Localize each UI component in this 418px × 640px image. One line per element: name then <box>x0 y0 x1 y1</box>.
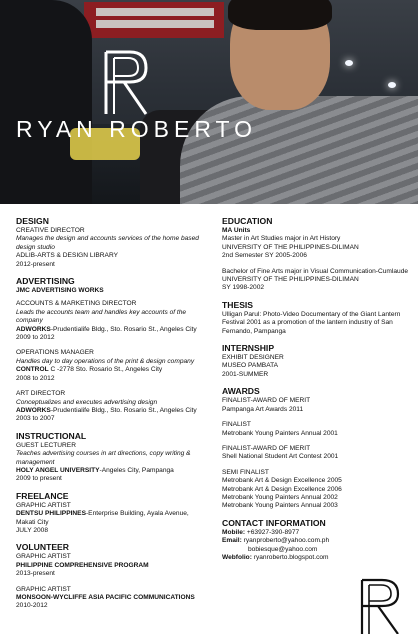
job-dates: 2010-2012 <box>16 602 48 610</box>
award-detail: Metrobank Art & Design Excellence 2005 <box>222 477 342 485</box>
section-instructional <box>16 431 204 484</box>
job-org: MUSEO PAMBATA <box>222 362 279 370</box>
contact-email[interactable]: Email: ryanproberto@yahoo.com.ph <box>222 537 330 545</box>
job-entry <box>16 390 204 424</box>
section-volunteer <box>16 542 204 610</box>
resume-name: RYAN ROBERTO <box>16 116 258 142</box>
job-dates: 2003 to 2007 <box>16 415 55 423</box>
job-org: HOLY ANGEL UNIVERSITY-Angeles City, Pampanga <box>16 466 174 474</box>
job-dates: 2001-SUMMER <box>222 370 269 378</box>
striped-shirt <box>180 96 418 204</box>
job-org: DENTSU PHILIPPINES-Enterprise Building, Ayala Avenue, Makati City <box>16 510 189 526</box>
section-freelance <box>16 491 204 536</box>
job-org: ADWORKS-Prudentialife Bldg., Sto. Rosario St., Angeles City <box>16 325 197 333</box>
right-column <box>222 216 410 562</box>
job-role: ART DIRECTOR <box>16 390 66 398</box>
ceiling-light <box>388 82 396 88</box>
job-description: Manages the design and accounts services of the home based design studio <box>16 235 199 251</box>
award-title: FINALIST <box>222 421 251 429</box>
school-dates: 2nd Semester SY 2005-2006 <box>222 252 307 260</box>
job-entry <box>16 300 204 342</box>
background-person <box>0 0 92 204</box>
section-heading: FREELANCE <box>16 490 69 501</box>
job-org: ADLIB-ARTS & DESIGN LIBRARY <box>16 252 118 260</box>
company-name: JMC ADVERTISING WORKS <box>16 287 104 295</box>
award-detail: Pampanga Art Awards 2011 <box>222 405 304 413</box>
job-role: GRAPHIC ARTIST <box>16 501 71 509</box>
degree-title: MA Units <box>222 227 251 234</box>
degree-title: Bachelor of Fine Arts major in Visual Communication-Cumlaude <box>222 267 409 275</box>
job-description: Leads the accounts team and handles key accounts of the company <box>16 308 187 325</box>
section-heading: INSTRUCTIONAL <box>16 430 87 441</box>
award-title: FINALIST-AWARD OF MERIT <box>222 397 311 405</box>
rr-monogram-logo-footer <box>358 578 404 634</box>
section-heading: THESIS <box>222 299 254 310</box>
header-photo <box>0 0 418 204</box>
job-dates: 2012-present <box>16 260 55 268</box>
job-dates: 2009 to 2012 <box>16 334 55 342</box>
job-entry <box>16 349 204 383</box>
contact-email-secondary[interactable]: bobiesque@yahoo.com <box>248 545 318 553</box>
section-heading: EDUCATION <box>222 216 273 226</box>
job-org: PHILIPPINE COMPREHENSIVE PROGRAM <box>16 561 149 569</box>
award-title: FINALIST-AWARD OF MERIT <box>222 444 311 452</box>
section-heading: ADVERTISING <box>16 276 75 287</box>
award-detail: Metrobank Young Painters Annual 2002 <box>222 493 338 501</box>
job-description: Conceptualizes and executes advertising design <box>16 398 158 406</box>
section-thesis <box>222 300 410 336</box>
section-internship <box>222 343 410 379</box>
job-description: Handles day to day operations of the print & design company <box>16 357 195 365</box>
section-heading: DESIGN <box>16 216 49 226</box>
job-dates: 2013-present <box>16 570 55 578</box>
portrait-hair <box>228 0 332 30</box>
job-dates: JULY 2008 <box>16 526 49 534</box>
school-name: UNIVERSITY OF THE PHILIPPINES-DILIMAN <box>222 276 359 284</box>
section-heading: INTERNSHIP <box>222 343 275 354</box>
contact-webfolio[interactable]: Webfolio: ryanroberto.blogspot.com <box>222 553 329 561</box>
thesis-text: Ulligan Parul: Photo-Video Documentary of the Giant Lantern Festival 2001 as a promotion of the lantern industry of San Fernando, Pampanga <box>222 310 401 335</box>
contact-mobile: Mobile: +63927-390-8977 <box>222 528 300 536</box>
sign-stripe <box>96 8 214 16</box>
job-role: OPERATIONS MANAGER <box>16 349 94 357</box>
sign-stripe <box>96 20 214 28</box>
award-detail: Metrobank Young Painters Annual 2003 <box>222 502 338 510</box>
section-heading: CONTACT INFORMATION <box>222 517 326 528</box>
degree-detail: Master in Art Studies major in Art History <box>222 235 341 243</box>
job-role: ACCOUNTS & MARKETING DIRECTOR <box>16 300 137 308</box>
award-detail: Metrobank Young Painters Annual 2001 <box>222 429 338 437</box>
award-detail: Shell National Student Art Contest 2001 <box>222 453 339 461</box>
job-role: GUEST LECTURER <box>16 441 76 449</box>
rr-monogram-logo <box>100 48 154 118</box>
section-contact <box>222 518 410 563</box>
section-design <box>16 216 204 269</box>
ceiling-light <box>345 60 353 66</box>
school-name: UNIVERSITY OF THE PHILIPPINES-DILIMAN <box>222 243 359 251</box>
job-org: CONTROL C -2778 Sto. Rosario St., Angeles City <box>16 366 163 374</box>
section-heading: VOLUNTEER <box>16 542 69 553</box>
job-org: ADWORKS-Prudentialife Bldg., Sto. Rosario St., Angeles City <box>16 406 197 414</box>
school-dates: SY 1998-2002 <box>222 284 265 292</box>
job-role: GRAPHIC ARTIST <box>16 553 71 561</box>
award-title: SEMI FINALIST <box>222 468 269 476</box>
section-education <box>222 216 410 293</box>
job-role: EXHIBIT DESIGNER <box>222 354 284 362</box>
job-role: GRAPHIC ARTIST <box>16 585 71 593</box>
job-role: CREATIVE DIRECTOR <box>16 227 85 234</box>
section-advertising <box>16 276 204 424</box>
job-description: Teaches advertising courses in art directions, copy writing & management <box>16 450 191 466</box>
section-awards <box>222 386 410 510</box>
job-org: MONSOON-WYCLIFFE ASIA PACIFIC COMMUNICATIONS <box>16 594 195 601</box>
award-detail: Metrobank Art & Design Excellence 2006 <box>222 485 342 493</box>
job-dates: 2008 to 2012 <box>16 374 55 382</box>
left-column <box>16 216 204 611</box>
section-heading: AWARDS <box>222 386 260 397</box>
job-dates: 2009 to present <box>16 475 62 483</box>
